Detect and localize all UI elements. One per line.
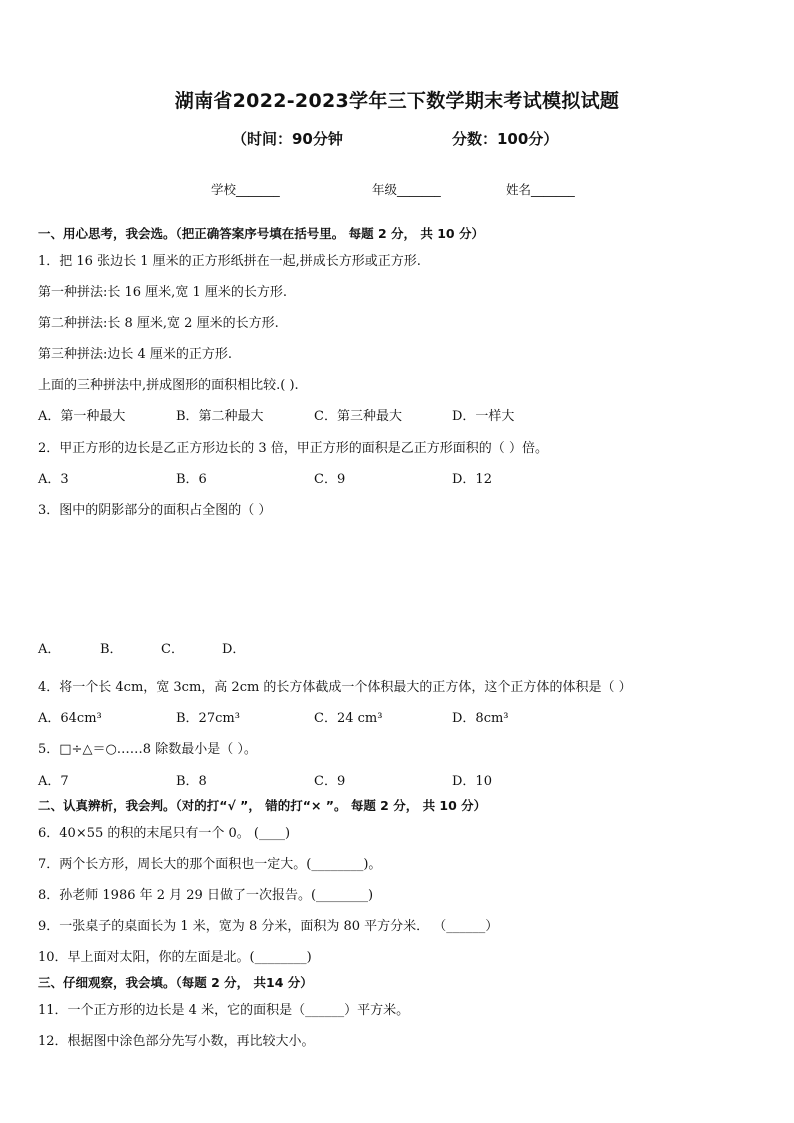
question-1-line: 第二种拼法:长 8 厘米,宽 2 厘米的长方形. (38, 316, 279, 331)
option-a: A． (38, 642, 61, 657)
question-4-stem: 4．将一个长 4cm，宽 3cm，高 2cm 的长方体截成一个体积最大的正方体，这个正方体的体积是（ ） (38, 680, 632, 695)
grade-field: 年级_______ (372, 182, 441, 197)
option-d: D．8cm³ (452, 711, 509, 726)
question-3-stem: 3．图中的阴影部分的面积占全图的（ ） (38, 503, 272, 518)
option-d: D．一样大 (452, 409, 515, 424)
judge-question: 10．早上面对太阳，你的左面是北。(________) (38, 950, 312, 965)
section-heading-3: 三、仔细观察，我会填。（每题 2 分， 共14 分） (38, 975, 313, 990)
section-heading-2: 二、认真辨析，我会判。（对的打“√ ”， 错的打“× ”。 每题 2 分， 共 10 分） (38, 798, 487, 813)
option-b: B．第二种最大 (176, 409, 264, 424)
question-1-line: 上面的三种拼法中,拼成图形的面积相比较.( ). (38, 378, 299, 393)
name-field: 姓名_______ (506, 182, 575, 197)
exam-score: 分数：100分） (452, 130, 559, 148)
option-c: C．24 cm³ (314, 711, 383, 726)
judge-question: 8．孙老师 1986 年 2 月 29 日做了一次报告。(________) (38, 888, 374, 903)
option-d: D． (222, 642, 246, 657)
option-d: D．12 (452, 472, 492, 487)
option-b: B． (100, 642, 123, 657)
judge-question: 7．两个长方形，周长大的那个面积也一定大。(________)。 (38, 857, 382, 872)
option-c: C．9 (314, 472, 346, 487)
page-title: 湖南省2022-2023学年三下数学期末考试模拟试题 (174, 90, 620, 112)
option-a: A．64cm³ (38, 711, 102, 726)
fill-question: 11．一个正方形的边长是 4 米，它的面积是（______）平方米。 (38, 1003, 410, 1018)
judge-question: 6．40×55 的积的末尾只有一个 0。 (____) (38, 826, 291, 841)
option-b: B．8 (176, 774, 207, 789)
option-d: D．10 (452, 774, 492, 789)
judge-question: 9．一张桌子的桌面长为 1 米，宽为 8 分米，面积为 80 平方分米． （______） (38, 919, 499, 934)
option-c: C．9 (314, 774, 346, 789)
option-c: C． (161, 642, 184, 657)
exam-time: （时间：90分钟 (232, 130, 343, 148)
section-heading-1: 一、用心思考，我会选。（把正确答案序号填在括号里。 每题 2 分， 共 10 分） (38, 226, 484, 241)
option-b: B．6 (176, 472, 207, 487)
option-c: C．第三种最大 (314, 409, 402, 424)
option-b: B．27cm³ (176, 711, 240, 726)
question-1-line: 第一种拼法:长 16 厘米,宽 1 厘米的长方形. (38, 285, 287, 300)
option-a: A．第一种最大 (38, 409, 126, 424)
question-1-stem: 1．把 16 张边长 1 厘米的正方形纸拼在一起,拼成长方形或正方形. (38, 254, 421, 269)
option-a: A．3 (38, 472, 69, 487)
option-a: A．7 (38, 774, 69, 789)
question-5-stem: 5．□÷△＝○……8 除数最小是（ ）。 (38, 742, 257, 757)
question-1-line: 第三种拼法:边长 4 厘米的正方形. (38, 347, 233, 362)
question-2-stem: 2．甲正方形的边长是乙正方形边长的 3 倍，甲正方形的面积是乙正方形面积的（ ）倍。 (38, 441, 548, 456)
fill-question: 12．根据图中涂色部分先写小数，再比较大小。 (38, 1034, 315, 1049)
school-field: 学校_______ (211, 182, 280, 197)
